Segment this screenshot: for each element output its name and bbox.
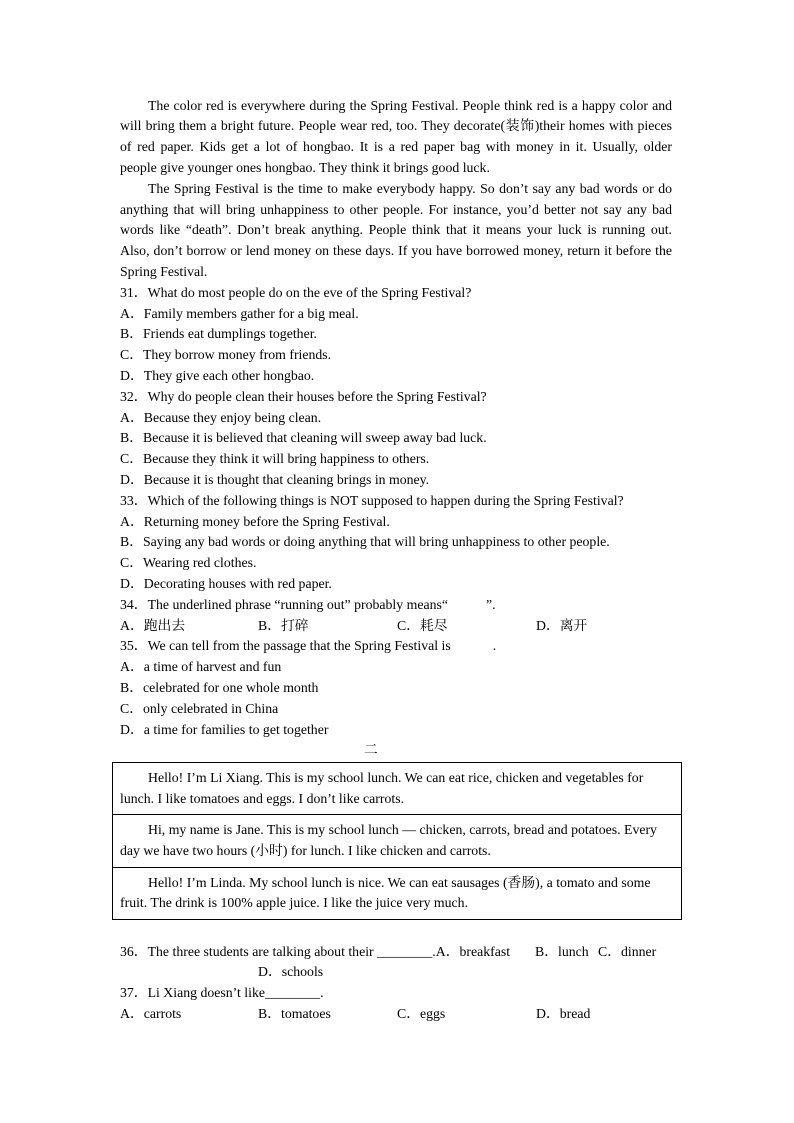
option-c [397,616,448,637]
option-text: bread [559,1005,591,1021]
reading-section-two-questions [120,942,672,1025]
option-text: dinner [621,943,657,959]
reading-section-one [120,96,672,762]
option-letter: D． [536,1005,560,1021]
question-text-end: . [432,943,436,959]
question-text: The three students are talking about their [147,943,378,959]
option-text: Because it is thought that cleaning brings in money. [143,471,430,487]
option-letter: B． [258,617,281,633]
option-letter: D． [536,617,560,633]
question-stem [120,283,672,304]
option-d [536,1004,590,1025]
option-d [536,616,587,637]
option-d [120,720,672,741]
option-text: They give each other hongbao. [143,367,315,383]
question-stem [120,595,672,616]
question-text: What do most people do on the eve of the Spring Festival? [147,284,472,300]
option-text: lunch [558,943,589,959]
lunch-text-jane [113,815,681,867]
question-stem [120,491,672,512]
text-line: day we have two hours (小时) for lunch. I like chicken and carrots. [120,843,491,859]
question-34 [120,595,672,637]
text-line: Hi, my name is Jane. This is my school lunch — chicken, carrots, bread and potatoes. Every [148,822,657,838]
option-text: a time for families to get together [143,721,329,737]
option-letter: C． [120,451,143,467]
text-line: Hello! I’m Li Xiang. This is my school lunch. We can eat rice, chicken and vegetables for [148,770,644,785]
passage-line: The color red is everywhere during the Spring Festival. People think red is a happy color and [148,97,672,113]
option-letter: B． [120,430,143,446]
option-d [120,470,672,491]
question-number: 35． [120,638,148,654]
question-number: 36． [120,943,148,959]
passage-line: Spring Festival. [120,263,208,279]
question-text-end: . [492,638,497,654]
option-letter: B． [120,679,143,695]
option-text: celebrated for one whole month [143,679,319,695]
option-text: Friends eat dumplings together. [143,326,317,342]
option-text: tomatoes [281,1005,331,1021]
question-stem [120,636,672,657]
option-text: Returning money before the Spring Festival. [143,513,390,529]
option-letter: C． [120,555,143,571]
option-b [535,942,589,963]
question-36 [120,942,672,984]
option-letter: A． [120,305,144,321]
answer-blank: ________ [377,943,433,959]
option-letter: A． [120,513,144,529]
passage-paragraph-2 [120,179,672,283]
option-text: 离开 [559,617,588,633]
question-stem [120,387,672,408]
question-text: The underlined phrase “running out” probably means“ [147,596,448,612]
option-letter: D． [120,721,144,737]
option-c [397,1004,445,1025]
option-text: eggs [420,1005,446,1021]
question-number: 33． [120,492,148,508]
option-text: carrots [143,1005,182,1021]
option-a [120,616,185,637]
lunch-text-linda [113,868,681,919]
option-a [120,408,672,429]
option-text: Because they think it will bring happiness to others. [143,451,430,467]
option-b [120,678,672,699]
option-c [120,699,672,720]
question-stem [120,983,672,1004]
option-text: Family members gather for a big meal. [143,305,359,321]
option-d [258,962,323,983]
option-a [436,944,510,959]
question-35 [120,636,672,740]
question-32 [120,387,672,491]
option-letter: A． [120,659,144,675]
option-text: Saying any bad words or doing anything that will bring unhappiness to other people. [143,534,610,550]
option-text: Because they enjoy being clean. [143,409,322,425]
option-c [120,449,672,470]
option-c [120,553,672,574]
question-text-end: . [320,985,324,1001]
question-text: Why do people clean their houses before the Spring Festival? [147,388,487,404]
text-line: lunch. I like tomatoes and eggs. I don’t like carrots. [120,790,405,806]
passage-line: of red paper. Kids get a lot of hongbao. It is a red paper bag with money in it. Usually, older [120,139,672,155]
option-a [120,304,672,325]
text-line: Hello! I’m Linda. My school lunch is nice. We can eat sausages (香肠), a tomato and some [148,874,651,890]
option-text: Because it is believed that cleaning will sweep away bad luck. [143,430,487,446]
option-text: They borrow money from friends. [143,347,332,363]
option-c [598,942,656,963]
option-letter: B． [258,1005,281,1021]
options-row [120,616,672,637]
option-b [120,532,672,553]
passage-line: Also, don’t borrow or lend money on these days. If you have borrowed money, return it before the [120,243,672,259]
option-letter: D． [258,964,282,980]
option-text: schools [281,964,324,980]
question-number: 31． [120,284,148,300]
option-letter: A． [120,1005,144,1021]
option-letter: A． [435,943,460,959]
option-b [120,428,672,449]
options-row [120,1004,672,1025]
option-text: 打碎 [281,617,309,633]
option-letter: C． [397,1005,420,1021]
option-text: Wearing red clothes. [143,555,257,571]
text-line: fruit. The drink is 100% apple juice. I like the juice very much. [120,895,469,911]
option-b [120,324,672,345]
option-text: a time of harvest and fun [143,659,282,675]
passage-line: The Spring Festival is the time to make everybody happy. So don’t say any bad words or do [148,180,672,196]
option-text: 跑出去 [143,617,186,633]
section-two-heading: 二 [364,742,378,758]
option-text: 耗尽 [420,617,448,633]
question-33 [120,491,672,595]
passage-line: words like “death”. Don’t break anything. People think that it means your luck is running out. [120,222,672,238]
question-text-end: ”. [485,596,496,612]
option-letter: D． [120,367,144,383]
option-a [120,512,672,533]
option-letter: A． [120,617,144,633]
passage-line: people give younger ones hongbao. They think it brings good luck. [120,159,490,175]
passage-line: anything that will bring unhappiness to other people. For instance, you’d better not say any bad [120,201,672,217]
option-a [120,1004,181,1025]
option-letter: D． [120,471,144,487]
options-row [120,962,672,983]
option-b [258,1004,331,1025]
question-number: 37． [120,985,148,1001]
option-text: breakfast [459,943,511,959]
option-letter: B． [120,534,143,550]
option-letter: C． [120,347,143,363]
lunch-texts-table [112,762,682,920]
option-letter: C． [598,943,621,959]
option-letter: A． [120,409,144,425]
question-text: Li Xiang doesn’t like [147,985,265,1001]
option-text: Decorating houses with red paper. [143,575,332,591]
question-text: We can tell from the passage that the Spring Festival is [147,638,451,654]
passage-paragraph-1 [120,96,672,179]
question-text: Which of the following things is NOT supposed to happen during the Spring Festival? [147,492,624,508]
option-letter: C． [397,617,420,633]
option-letter: B． [535,943,558,959]
answer-blank: ________ [264,985,321,1001]
option-d [120,574,672,595]
question-31 [120,283,672,387]
option-letter: D． [120,575,144,591]
option-d [120,366,672,387]
question-number: 32． [120,388,148,404]
option-letter: C． [120,700,143,716]
question-37 [120,983,672,1025]
passage-line: will bring them a bright future. People wear red, too. They decorate(装饰)their homes with pieces [120,118,672,134]
option-c [120,345,672,366]
option-letter: B． [120,326,143,342]
question-stem [120,942,672,963]
option-b [258,616,309,637]
option-a [120,657,672,678]
question-number: 34． [120,596,148,612]
option-text: only celebrated in China [143,700,279,716]
lunch-text-li-xiang [113,763,681,815]
